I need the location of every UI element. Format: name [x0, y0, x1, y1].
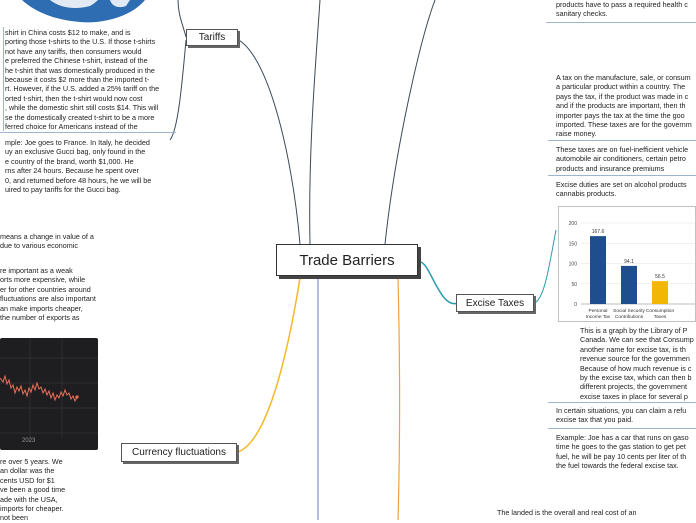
tax-def-line: importer pays the tax at the time the goo	[556, 110, 685, 120]
currency-label: Currency fluctuations	[132, 447, 226, 458]
exchange-rate-line	[0, 338, 98, 450]
gucci-line: mple: Joe goes to France. In Italy, he decided	[5, 138, 150, 147]
graph-desc-divider	[548, 402, 696, 403]
gas-example-text	[556, 433, 696, 471]
graph-desc-line: revenue source for the governmen	[580, 354, 690, 364]
bar	[621, 266, 637, 304]
category-label: Contributions	[614, 315, 644, 320]
excise-taxes-node[interactable]	[456, 294, 534, 312]
revenue-bar-chart-panel	[558, 206, 696, 322]
gas-line: fuel, he will be pay 10 cents per liter of th	[556, 451, 687, 461]
fuel-divider	[548, 175, 696, 176]
refund-divider	[548, 428, 696, 429]
currency-def-line: means a change in value of a	[0, 232, 94, 241]
top-right-divider	[546, 22, 696, 23]
tax-def-line: and if the products are important, then th	[556, 101, 686, 111]
tariff-text-marker	[3, 27, 4, 131]
currency-ex-line: not been	[0, 513, 28, 523]
bar-value-label: 167.6	[591, 229, 605, 236]
y-tick-label: 200	[568, 221, 577, 227]
bar-value-label: 56.5	[655, 274, 665, 281]
top-right-fragment	[556, 0, 696, 19]
y-tick-label: 150	[568, 241, 577, 248]
trade-barriers-label: Trade Barriers	[299, 251, 395, 269]
tax-def-line: A tax on the manufacture, sale, or consum	[556, 73, 691, 82]
tariff-line: because it costs $2 more than the imported t-	[5, 75, 150, 85]
graph-description-text	[580, 326, 696, 401]
currency-def-line: due to various economic	[0, 241, 78, 251]
tariff-line: rt. However, if the U.S. added a 25% tariff on the	[5, 84, 160, 94]
fragment-line: products have to pass a required health c	[556, 0, 688, 9]
tariff-line: se the domestically created t-shirt to be a more	[5, 112, 155, 122]
tariff-line: porting those t-shirts to the U.S. If those t-shirts	[5, 37, 156, 47]
fuel-taxes-text	[556, 145, 696, 173]
currency-ex-line: imports for cheaper.	[0, 504, 64, 514]
duties-line: cannabis products.	[556, 189, 617, 199]
tariff-line: orted t-shirt, then the t-shirt would now cost	[5, 93, 143, 103]
fuel-line: automobile air conditioners, certain petro	[556, 154, 686, 164]
gucci-line: uy an exclusive Gucci bag, only found in the	[5, 147, 146, 157]
tariffs-label: Tariffs	[198, 32, 226, 43]
tariff-line: ferred choice for Americans instead of the	[5, 122, 138, 132]
chart-year-label: 2023	[22, 438, 36, 444]
bar	[590, 236, 606, 304]
currency-ex-line: ve been a good time	[0, 485, 66, 495]
y-tick-label: 100	[568, 261, 577, 268]
tax-def-line: a particular product within a country. The	[556, 82, 686, 92]
currency-imp-line: an make imports cheaper,	[0, 303, 83, 313]
excise-duties-text	[556, 180, 696, 199]
category-label: Social Security	[613, 309, 645, 314]
fuel-line: These taxes are on fuel-inefficient vehicle	[556, 145, 689, 154]
currency-imp-line: fluctuations are also important	[0, 294, 96, 304]
tariffs-node[interactable]	[186, 29, 238, 46]
gucci-line: rns after 24 hours. Because he spent over	[5, 166, 139, 176]
revenue-bar-chart	[559, 207, 696, 323]
gucci-line: e country of the brand, worth $1,000. He	[5, 156, 134, 166]
currency-imp-line: orts more expensive, while	[0, 275, 86, 285]
y-tick-label: 0	[574, 302, 577, 308]
exchange-rate-chart	[0, 338, 98, 450]
graph-desc-line: excise taxes in place for several p	[580, 391, 688, 401]
landed-cost-text	[497, 508, 696, 517]
category-label: Taxes	[653, 315, 667, 320]
tariff-line: shirt in China costs $12 to make, and is	[5, 28, 131, 37]
gas-line: Example: Joe has a car that runs on gaso	[556, 433, 689, 442]
graph-desc-line: Because of how much revenue is c	[580, 363, 692, 373]
currency-imp-line: er for other countries around	[0, 284, 91, 294]
tax-def-line: pays the tax, if the product was made in c	[556, 91, 689, 101]
category-label: Income Tax	[585, 315, 611, 320]
tariff-line: e preferred the Chinese t-shirt, instead of the	[5, 56, 148, 66]
fuel-line: products and insurance premiums	[556, 163, 665, 173]
bar	[652, 281, 668, 304]
refund-text	[556, 406, 696, 425]
tax-def-line: raise money.	[556, 129, 597, 139]
category-label: Personal	[588, 309, 608, 314]
gucci-line: 0, and returned before 48 hours, he we will be	[5, 175, 152, 185]
currency-example-text	[0, 457, 110, 523]
currency-imp-line: re important as a weak	[0, 266, 73, 275]
graph-desc-line: another name for excise tax, is th	[580, 344, 686, 354]
gas-line: the fuel towards the federal excise tax.	[556, 461, 679, 471]
graph-desc-line: Canada. We can see that Consump	[580, 335, 694, 345]
currency-imp-line: the number of exports as	[0, 313, 80, 323]
tariff-line: he t-shirt that was domestically produced in the	[5, 65, 155, 75]
tariff-example-text	[5, 28, 180, 131]
tariff-line: not have any tariffs, then consumers would	[5, 46, 142, 56]
currency-ex-line: ade with the USA,	[0, 494, 58, 504]
tax-def-line: imported. These taxes are for the governm	[556, 120, 692, 130]
refund-line: In certain situations, you can claim a refu	[556, 406, 687, 415]
bar-value-label: 94.1	[624, 258, 634, 265]
trade-barriers-node[interactable]	[276, 244, 418, 276]
excise-definition-text	[556, 73, 696, 139]
category-label: Consumption	[645, 309, 675, 314]
graph-desc-line: This is a graph by the Library of P	[580, 326, 688, 335]
gucci-line: uired to pay tariffs for the Gucci bag.	[5, 185, 121, 195]
currency-ex-line: re over 5 years. We	[0, 457, 63, 466]
gas-line: time he goes to the gas station to get pet	[556, 442, 686, 452]
tariff-divider	[0, 132, 176, 133]
currency-importance-text	[0, 266, 105, 322]
currency-ex-line: cents USD for $1	[0, 475, 55, 485]
excise-label: Excise Taxes	[465, 297, 525, 309]
currency-definition-text	[0, 232, 105, 251]
currency-fluctuations-node[interactable]	[121, 443, 237, 462]
excise-def-divider	[548, 140, 696, 141]
y-tick-label: 50	[571, 281, 577, 288]
graph-desc-line: by the excise tax, which can then b	[580, 373, 692, 383]
gucci-example-text	[5, 138, 180, 194]
currency-ex-line: an dollar was the	[0, 466, 55, 476]
tariff-line: , while the domestic shirt still costs $14. This will	[5, 103, 159, 113]
landed-line: The landed is the overall and real cost of an	[497, 508, 637, 517]
refund-line: excise tax that you paid.	[556, 415, 634, 425]
fragment-line: sanitary checks.	[556, 9, 608, 19]
duties-line: Excise duties are set on alcohol products	[556, 180, 687, 189]
graph-desc-line: different projects, the government	[580, 382, 687, 392]
